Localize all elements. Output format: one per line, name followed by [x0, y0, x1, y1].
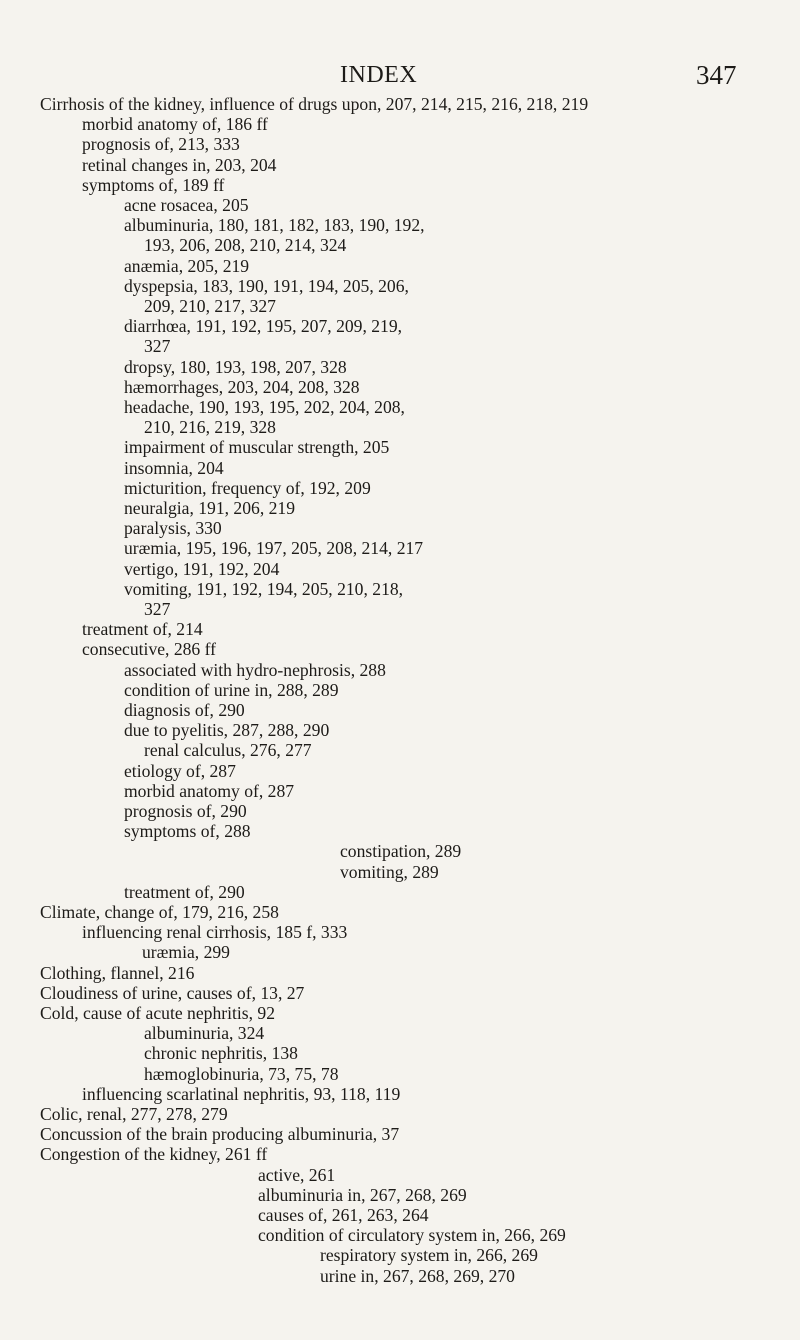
index-subentry: diarrhœa, 191, 192, 195, 207, 209, 219, [124, 316, 403, 337]
index-subentry: due to pyelitis, 287, 288, 290 [124, 720, 330, 741]
index-subentry: vomiting, 289 [340, 861, 439, 882]
index-subentry: morbid anatomy of, 186 ff [82, 114, 268, 135]
index-subentry: 193, 206, 208, 210, 214, 324 [144, 235, 347, 256]
page-title: INDEX [340, 62, 418, 88]
index-subentry: albuminuria, 324 [144, 1023, 265, 1044]
index-subentry: chronic nephritis, 138 [144, 1043, 298, 1064]
index-subentry: causes of, 261, 263, 264 [258, 1205, 429, 1225]
index-subentry: impairment of muscular strength, 205 [124, 437, 390, 458]
index-subentry: morbid anatomy of, 287 [124, 780, 295, 801]
index-entry: Cold, cause of acute nephritis, 92 [40, 1003, 276, 1023]
index-subentry: associated with hydro-nephrosis, 288 [124, 659, 386, 680]
index-subentry: retinal changes in, 203, 204 [82, 154, 277, 175]
page-number: 347 [696, 60, 737, 90]
index-entry: Colic, renal, 277, 278, 279 [40, 1104, 228, 1124]
index-subentry: treatment of, 214 [82, 619, 203, 640]
index-subentry: uræmia, 299 [142, 942, 230, 963]
index-subentry: treatment of, 290 [124, 881, 245, 902]
index-subentry: constipation, 289 [340, 841, 462, 862]
index-subentry: neuralgia, 191, 206, 219 [124, 498, 296, 518]
index-subentry: consecutive, 286 ff [82, 639, 217, 660]
index-entry: Clothing, flannel, 216 [40, 962, 195, 983]
index-subentry: hæmorrhages, 203, 204, 208, 328 [124, 376, 360, 397]
index-subentry: albuminuria, 180, 181, 182, 183, 190, 192, [124, 215, 425, 236]
index-subentry: acne rosacea, 205 [124, 195, 249, 215]
index-subentry: 327 [144, 599, 171, 619]
index-subentry: condition of circulatory system in, 266, 269 [258, 1225, 566, 1246]
index-subentry: vomiting, 191, 192, 194, 205, 210, 218, [124, 578, 404, 599]
index-subentry: dropsy, 180, 193, 198, 207, 328 [124, 356, 347, 377]
index-subentry: prognosis of, 213, 333 [82, 134, 240, 155]
index-subentry: symptoms of, 288 [124, 821, 251, 842]
index-subentry: prognosis of, 290 [124, 801, 247, 821]
index-subentry: anæmia, 205, 219 [124, 255, 250, 276]
index-entry: Cirrhosis of the kidney, influence of drugs upon, 207, 214, 215, 216, 218, 219 [40, 94, 589, 114]
index-subentry: condition of urine in, 288, 289 [124, 679, 339, 700]
index-subentry: symptoms of, 189 ff [82, 174, 225, 195]
index-subentry: etiology of, 287 [124, 760, 236, 781]
index-subentry: 327 [144, 336, 171, 357]
index-entry: Climate, change of, 179, 216, 258 [40, 902, 279, 922]
index-subentry: influencing scarlatinal nephritis, 93, 118, 119 [82, 1083, 401, 1104]
index-subentry: albuminuria in, 267, 268, 269 [258, 1184, 467, 1205]
index-entry: Cloudiness of urine, causes of, 13, 27 [40, 982, 305, 1003]
index-subentry: vertigo, 191, 192, 204 [124, 558, 280, 579]
index-subentry: hæmoglobinuria, 73, 75, 78 [144, 1063, 339, 1084]
index-subentry: respiratory system in, 266, 269 [320, 1245, 538, 1266]
index-subentry: 209, 210, 217, 327 [144, 296, 276, 316]
index-subentry: uræmia, 195, 196, 197, 205, 208, 214, 217 [124, 538, 424, 559]
index-subentry: urine in, 267, 268, 269, 270 [320, 1265, 515, 1286]
index-subentry: insomnia, 204 [124, 457, 224, 478]
index-subentry: micturition, frequency of, 192, 209 [124, 477, 371, 498]
index-subentry: diagnosis of, 290 [124, 700, 245, 720]
index-subentry: dyspepsia, 183, 190, 191, 194, 205, 206, [124, 275, 409, 296]
index-subentry: active, 261 [258, 1164, 336, 1185]
index-subentry: 210, 216, 219, 328 [144, 417, 276, 438]
page-header [0, 58, 800, 98]
index-entry: Congestion of the kidney, 261 ff [40, 1144, 268, 1165]
index-subentry: renal calculus, 276, 277 [144, 740, 312, 761]
index-subentry: influencing renal cirrhosis, 185 f, 333 [82, 922, 348, 943]
index-entry: Concussion of the brain producing albuminuria, 37 [40, 1124, 400, 1145]
index-subentry: headache, 190, 193, 195, 202, 204, 208, [124, 397, 405, 417]
index-subentry: paralysis, 330 [124, 518, 222, 539]
